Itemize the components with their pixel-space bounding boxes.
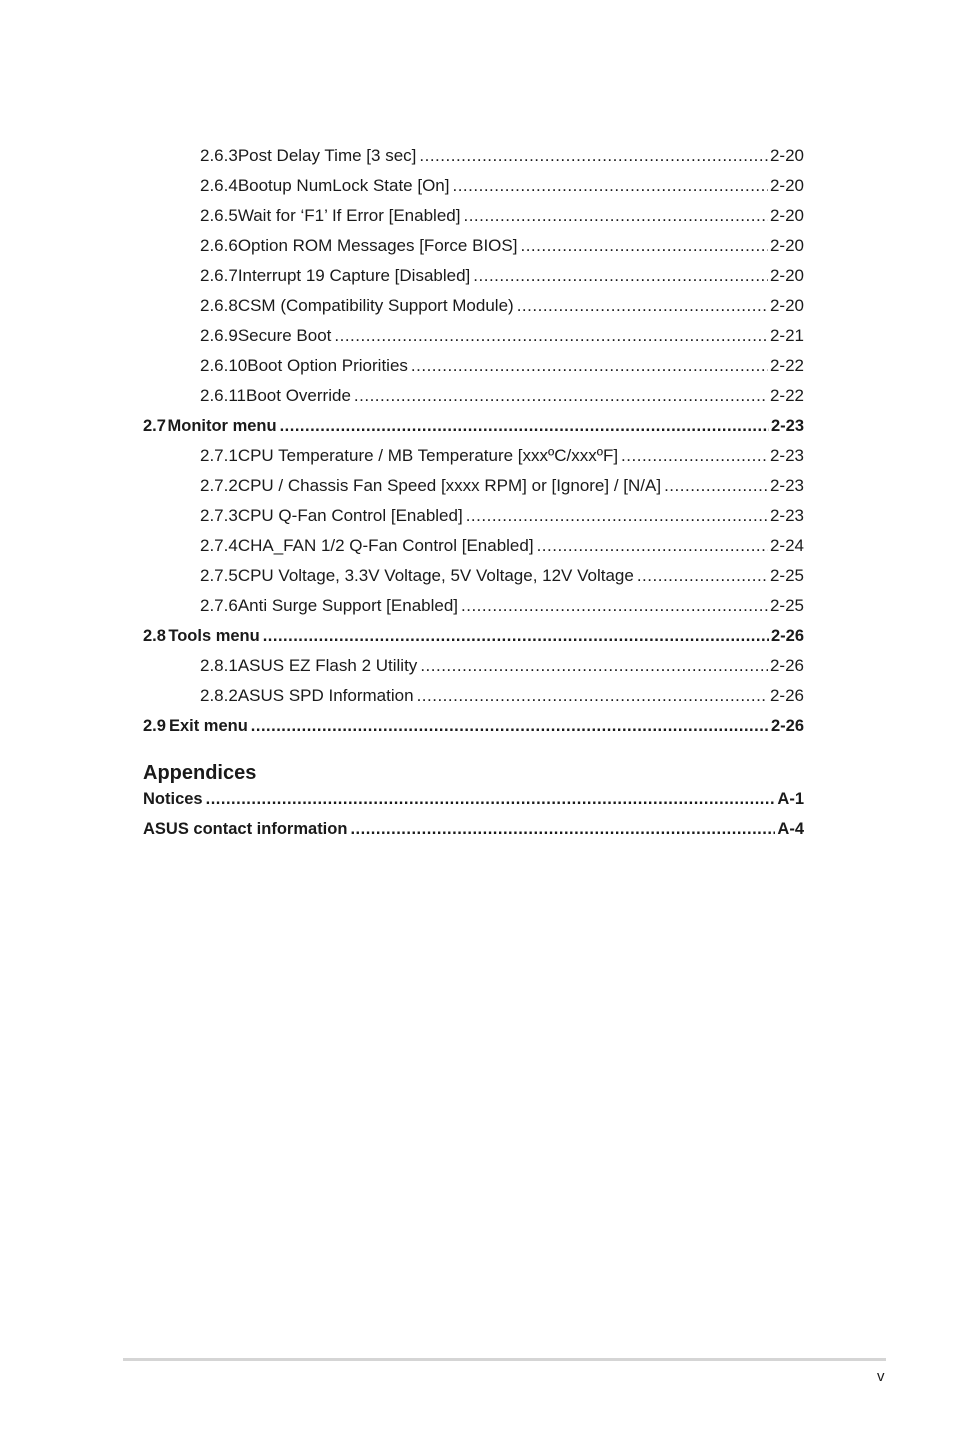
toc-entry-title: Exit menu (168, 717, 248, 735)
toc-entry-title: CPU / Chassis Fan Speed [xxxx RPM] or [Ignore] / [N/A] (237, 476, 662, 495)
toc-entry-title: CPU Q-Fan Control [Enabled] (237, 506, 463, 525)
toc-entry-page: 2-20 (769, 296, 804, 315)
toc-entry-page: 2-20 (769, 206, 804, 225)
toc-dot-leader (350, 818, 775, 840)
toc-entry-number: 2.6.10 (200, 356, 248, 375)
toc-entry-page: 2-25 (769, 596, 804, 615)
toc-entry-page: 2-20 (769, 266, 804, 285)
toc-entry-page: 2-24 (769, 536, 804, 555)
table-of-contents (143, 145, 804, 848)
toc-entry-title: ASUS contact information (143, 820, 348, 838)
toc-entry-number: 2.8.2 (200, 686, 238, 705)
toc-entry-number: 2.6.9 (200, 326, 238, 345)
toc-entry-page: 2-20 (769, 236, 804, 255)
toc-entry-title: Wait for ‘F1’ If Error [Enabled] (237, 206, 461, 225)
toc-dot-leader (251, 715, 769, 737)
toc-entry[interactable] (143, 655, 804, 685)
toc-entry-title: Monitor menu (167, 417, 277, 435)
toc-entry-page: 2-23 (769, 506, 804, 525)
toc-entry-page: 2-21 (769, 326, 804, 345)
toc-entry-number: 2.7.6 (200, 596, 238, 615)
toc-entry-page: 2-22 (769, 356, 804, 375)
toc-dot-leader (452, 175, 767, 197)
toc-entry[interactable] (143, 505, 804, 535)
toc-entry-number: 2.6.6 (200, 236, 238, 255)
toc-dot-leader (263, 625, 769, 647)
toc-entry[interactable] (143, 685, 804, 715)
toc-entry[interactable] (143, 565, 804, 595)
toc-entry-page: 2-20 (769, 176, 804, 195)
toc-entry-page: 2-26 (769, 656, 804, 675)
toc-entry-number: 2.7.1 (200, 446, 238, 465)
toc-entry-title: Anti Surge Support [Enabled] (237, 596, 459, 615)
appendices-heading: Appendices (143, 762, 257, 784)
toc-entry[interactable] (143, 325, 804, 355)
toc-dot-leader (463, 205, 768, 227)
toc-entry-page: 2-26 (769, 686, 804, 705)
footer-rule (123, 1358, 886, 1361)
toc-entry[interactable] (143, 415, 804, 445)
toc-entry[interactable] (143, 265, 804, 295)
toc-entry[interactable] (143, 788, 804, 818)
toc-entry-title: ASUS SPD Information (237, 686, 414, 705)
toc-dot-leader (621, 445, 768, 467)
toc-entry-page: 2-25 (769, 566, 804, 585)
toc-dot-leader (637, 565, 768, 587)
toc-entry-number: 2.7.3 (200, 506, 238, 525)
toc-entry[interactable] (143, 818, 804, 848)
toc-entry-number: 2.6.5 (200, 206, 238, 225)
toc-dot-leader (280, 415, 769, 437)
toc-entry-title: CHA_FAN 1/2 Q-Fan Control [Enabled] (237, 536, 534, 555)
toc-dot-leader (420, 655, 768, 677)
toc-entry-page: 2-26 (770, 717, 804, 735)
toc-dot-leader (517, 295, 768, 317)
toc-dot-leader (354, 385, 768, 407)
toc-entry-page: 2-23 (769, 476, 804, 495)
toc-entry-title: Notices (143, 790, 203, 808)
toc-entry-title: ASUS EZ Flash 2 Utility (237, 656, 418, 675)
toc-dot-leader (664, 475, 768, 497)
toc-dot-leader (411, 355, 768, 377)
toc-entry-number: 2.8.1 (200, 656, 238, 675)
toc-entry[interactable] (143, 595, 804, 625)
toc-entry-title: Secure Boot (237, 326, 332, 345)
toc-entry[interactable] (143, 445, 804, 475)
page-number: v (877, 1368, 885, 1385)
toc-entry-number: 2.8 (143, 627, 166, 645)
toc-entry-number: 2.7.2 (200, 476, 238, 495)
toc-entry[interactable] (143, 175, 804, 205)
toc-entry-page: 2-20 (769, 146, 804, 165)
toc-dot-leader (466, 505, 768, 527)
toc-entry-number: 2.7.5 (200, 566, 238, 585)
toc-entry-page: 2-26 (770, 627, 804, 645)
toc-appendices-entries (143, 788, 804, 848)
toc-entry-title: Boot Override (246, 386, 351, 405)
toc-entry[interactable] (143, 625, 804, 655)
toc-entry-title: Bootup NumLock State [On] (237, 176, 450, 195)
toc-entry[interactable] (143, 385, 804, 415)
toc-dot-leader (520, 235, 768, 257)
toc-entry-title: Interrupt 19 Capture [Disabled] (237, 266, 471, 285)
toc-entry-number: 2.7 (143, 417, 166, 435)
toc-entry-number: 2.6.11 (200, 386, 247, 405)
toc-entry[interactable] (143, 235, 804, 265)
toc-entry-page: 2-23 (770, 417, 804, 435)
toc-entry-title: Option ROM Messages [Force BIOS] (237, 236, 518, 255)
toc-entry-number: 2.7.4 (200, 536, 238, 555)
toc-entry[interactable] (143, 475, 804, 505)
toc-entry-title: Post Delay Time [3 sec] (237, 146, 417, 165)
toc-entry-title: CSM (Compatibility Support Module) (237, 296, 514, 315)
toc-entry[interactable] (143, 535, 804, 565)
toc-entry[interactable] (143, 205, 804, 235)
toc-entry-page: 2-22 (769, 386, 804, 405)
toc-dot-leader (206, 788, 776, 810)
toc-entry-number: 2.6.3 (200, 146, 238, 165)
toc-entry-number: 2.9 (143, 717, 166, 735)
toc-entry[interactable] (143, 715, 804, 745)
toc-chapter-2-entries (143, 145, 804, 745)
toc-entry-title: Boot Option Priorities (247, 356, 408, 375)
toc-entry-page: A-1 (777, 790, 804, 808)
toc-entry[interactable] (143, 145, 804, 175)
toc-dot-leader (419, 145, 768, 167)
toc-entry[interactable] (143, 295, 804, 325)
toc-entry-number: 2.6.8 (200, 296, 238, 315)
toc-entry-page: A-4 (777, 820, 804, 838)
toc-dot-leader (537, 535, 768, 557)
toc-entry-title: CPU Voltage, 3.3V Voltage, 5V Voltage, 12V Voltage (237, 566, 634, 585)
toc-entry-page: 2-23 (769, 446, 804, 465)
toc-entry-title: CPU Temperature / MB Temperature [xxxºC/xxxºF] (237, 446, 619, 465)
toc-dot-leader (473, 265, 768, 287)
toc-dot-leader (417, 685, 768, 707)
toc-dot-leader (334, 325, 768, 347)
toc-dot-leader (461, 595, 768, 617)
toc-entry[interactable] (143, 355, 804, 385)
toc-entry-title: Tools menu (168, 627, 260, 645)
toc-entry-number: 2.6.4 (200, 176, 238, 195)
toc-entry-number: 2.6.7 (200, 266, 238, 285)
